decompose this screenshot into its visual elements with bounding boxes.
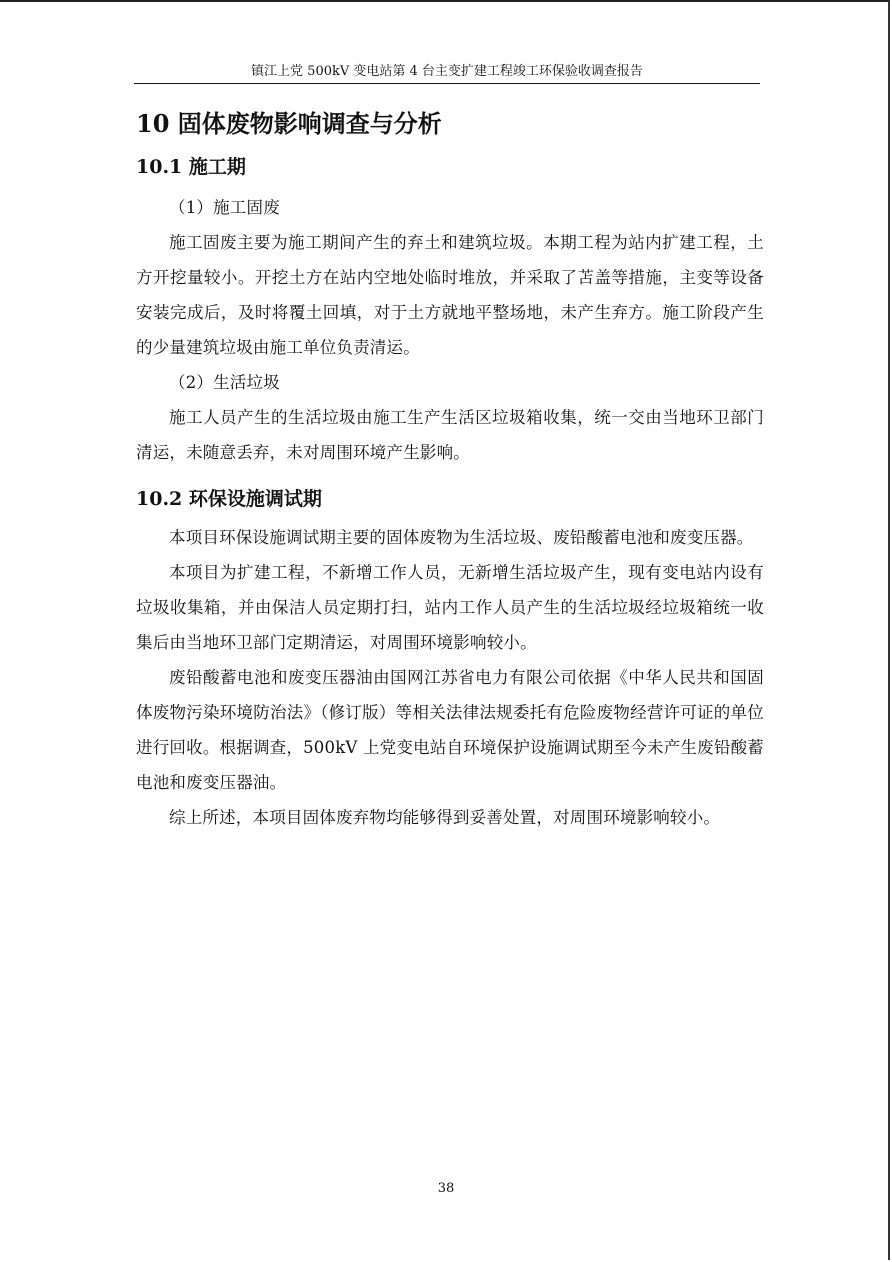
page-content bbox=[136, 106, 764, 835]
paragraph-hazardous-waste: 废铅酸蓄电池和废变压器油由国网江苏省电力有限公司依据《中华人民共和国固体废物污染环境防治法》（修订版）等相关法律法规委托有危险废物经营许可证的单位进行回收。根据调查，500kV 上党变电站自环境保护设施调试期至今未产生废铅酸蓄电池和废变压器油。 bbox=[136, 668, 764, 792]
section-body-commissioning bbox=[136, 520, 764, 835]
paragraph-conclusion: 综上所述，本项目固体废弃物均能够得到妥善处置，对周围环境影响较小。 bbox=[169, 808, 721, 827]
running-header: 镇江上党 500kV 变电站第 4 台主变扩建工程竣工环保验收调查报告 bbox=[251, 64, 643, 79]
section-body-construction bbox=[136, 190, 764, 470]
section-title-construction: 10.1 施工期 bbox=[136, 156, 246, 178]
section-title-commissioning: 10.2 环保设施调试期 bbox=[136, 488, 322, 510]
header-rule bbox=[134, 83, 760, 84]
paragraph-domestic-garbage: 本项目为扩建工程，不新增工作人员，无新增生活垃圾产生，现有变电站内设有垃圾收集箱，并由保洁人员定期打扫，站内工作人员产生的生活垃圾经垃圾箱统一收集后由当地环卫部门定期清运，对周围环境影响较小。 bbox=[136, 563, 764, 652]
chapter-title: 10 固体废物影响调查与分析 bbox=[136, 109, 442, 138]
paragraph-construction-waste: 施工固废主要为施工期间产生的弃土和建筑垃圾。本期工程为站内扩建工程，土方开挖量较小。开挖土方在站内空地处临时堆放，并采取了苫盖等措施，主变等设备安装完成后，及时将覆土回填，对于土方就地平整场地，未产生弃方。施工阶段产生的少量建筑垃圾由施工单位负责清运。 bbox=[136, 233, 764, 357]
page-number: 38 bbox=[437, 1181, 455, 1196]
subheading-domestic-waste: （2）生活垃圾 bbox=[169, 373, 280, 392]
paragraph-waste-types: 本项目环保设施调试期主要的固体废物为生活垃圾、废铅酸蓄电池和废变压器。 bbox=[169, 528, 754, 547]
subheading-construction-waste: （1）施工固废 bbox=[169, 198, 280, 217]
paragraph-domestic-waste: 施工人员产生的生活垃圾由施工生产生活区垃圾箱收集，统一交由当地环卫部门清运，未随意丢弃，未对周围环境产生影响。 bbox=[136, 408, 764, 462]
